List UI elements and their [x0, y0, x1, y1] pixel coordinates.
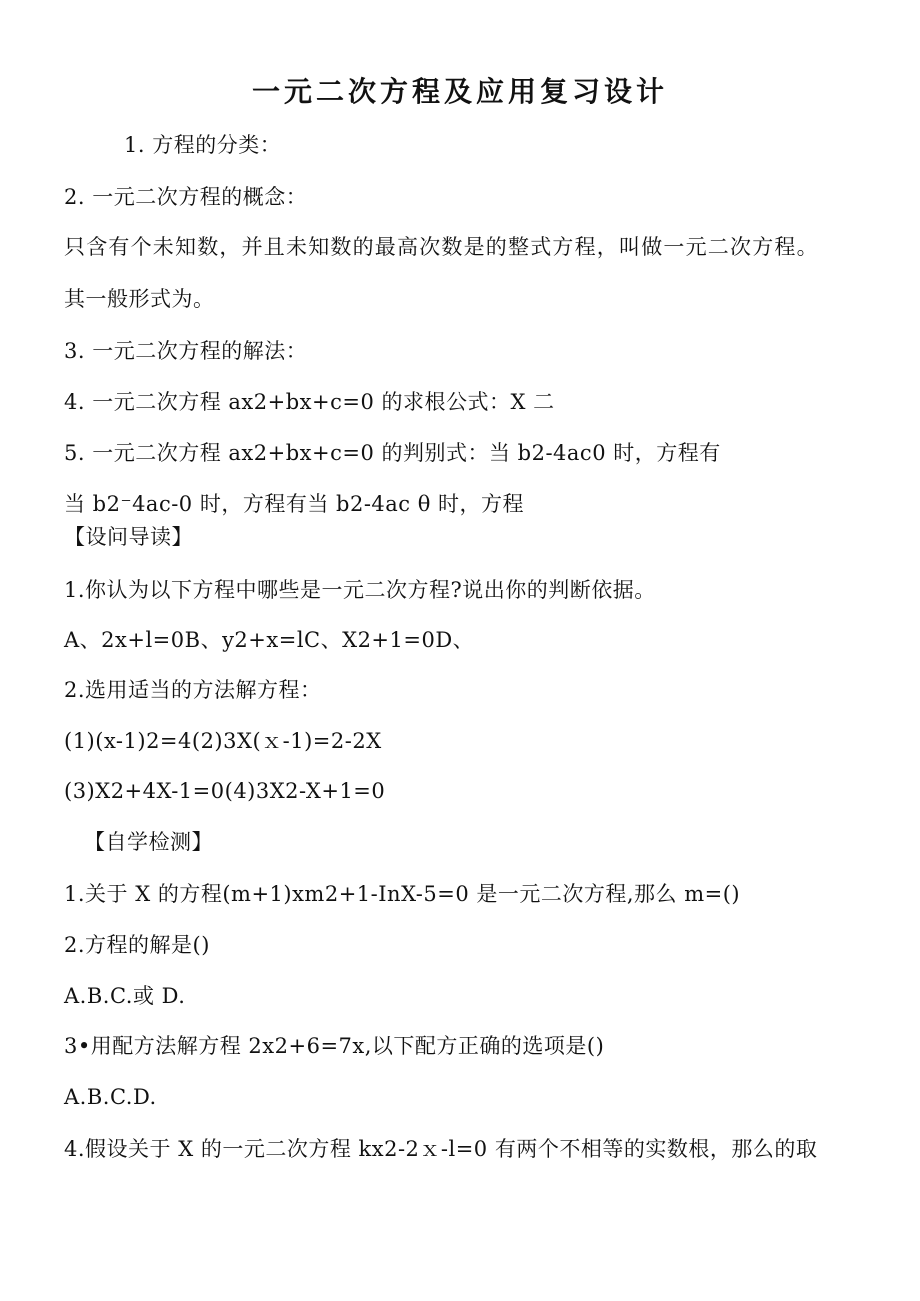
- section-5-heading: 5. 一元二次方程 ax2+bx+c=0 的判别式：当 b2-4ac0 时，方程有: [64, 441, 721, 465]
- check-question-2-options: A.B.C.或 D.: [64, 984, 186, 1008]
- discriminant-line: 当 b2⁻4ac-0 时，方程有当 b2-4ac θ 时，方程: [64, 492, 525, 516]
- concept-paragraph: 只含有个未知数，并且未知数的最高次数是的整式方程，叫做一元二次方程。: [64, 235, 819, 259]
- question-1-options: A、2x+l=0B、y2+x=lC、X2+1=0D、: [64, 628, 475, 652]
- section-4-heading: 4. 一元二次方程 ax2+bx+c=0 的求根公式：X 二: [64, 390, 555, 414]
- check-question-3-options: A.B.C.D.: [64, 1085, 157, 1109]
- general-form-line: 其一般形式为。: [64, 287, 215, 311]
- check-question-4: 4.假设关于 X 的一元二次方程 kx2-2ｘ-l=0 有两个不相等的实数根，那么的取: [64, 1137, 818, 1161]
- question-1: 1.你认为以下方程中哪些是一元二次方程?说出你的判断依据。: [64, 578, 656, 602]
- section-2-heading: 2. 一元二次方程的概念：: [64, 185, 308, 209]
- section-1-heading: 1. 方程的分类：: [124, 133, 282, 157]
- check-question-3: 3•用配方法解方程 2x2+6=7x,以下配方正确的选项是(): [64, 1034, 605, 1058]
- self-check-heading: 【自学检测】: [84, 830, 213, 854]
- check-question-2: 2.方程的解是(): [64, 933, 210, 957]
- section-3-heading: 3. 一元二次方程的解法：: [64, 339, 308, 363]
- question-2: 2.选用适当的方法解方程：: [64, 678, 322, 702]
- guided-reading-heading: 【设问导读】: [64, 525, 193, 549]
- question-2-parts-b: (3)X2+4X-1=0(4)3X2-X+1=0: [64, 779, 386, 803]
- question-2-parts-a: (1)(x-1)2=4(2)3X(ｘ-1)=2-2X: [64, 729, 382, 753]
- check-question-1: 1.关于 X 的方程(m+1)xm2+1-InX-5=0 是一元二次方程,那么 m=(): [64, 882, 741, 906]
- document-title: 一元二次方程及应用复习设计: [251, 75, 668, 108]
